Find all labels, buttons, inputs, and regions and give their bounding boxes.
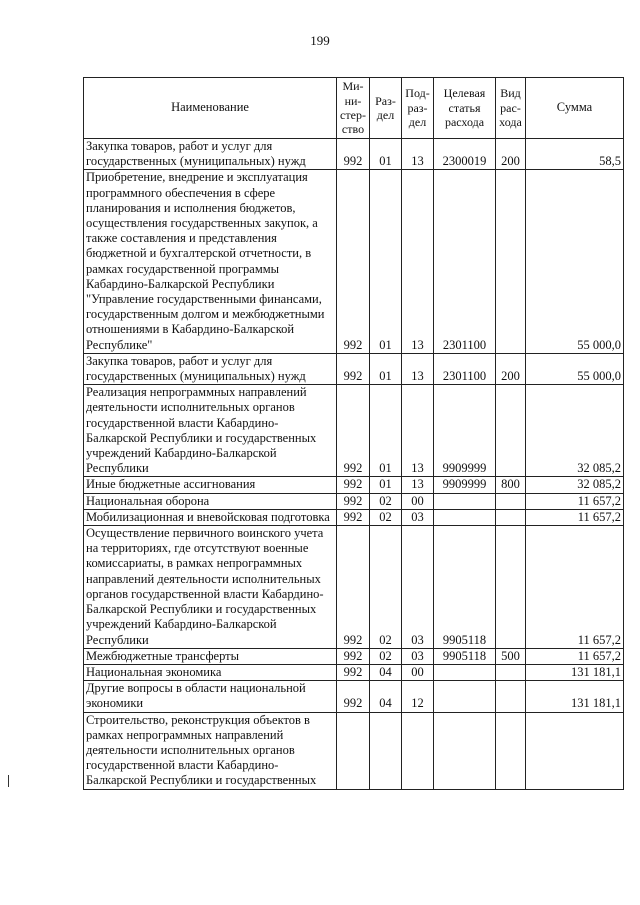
table-cell-target-article — [434, 681, 496, 712]
table-cell-ministry: 992 — [337, 681, 370, 712]
table-cell-ministry: 992 — [337, 493, 370, 509]
header-expense-type: Вид рас- хода — [496, 78, 526, 139]
table-cell-subsection: 13 — [402, 353, 434, 384]
table-cell-sum: 11 657,2 — [526, 648, 624, 664]
table-cell-subsection — [402, 712, 434, 789]
table-cell-subsection: 03 — [402, 648, 434, 664]
table-cell-expense-type — [496, 681, 526, 712]
table-cell-expense-type — [496, 493, 526, 509]
header-sum: Сумма — [526, 78, 624, 139]
table-cell-section: 01 — [370, 139, 402, 170]
table-row — [84, 170, 624, 353]
table-cell-name: Приобретение, внедрение и эксплуатация программного обеспечения в сфере планирования и исполнения бюджетов, осуществления государственных закупок, а также составления и представления бюджетной и бухгалтерской отчетности, в рамках государственной программы Кабардино-Балкарской Республики "Управление государственными финансами, государственным долгом и межбюджетными отношениями в Кабардино-Балкарской Республике" — [84, 170, 337, 353]
table-row — [84, 681, 624, 712]
table-cell-section: 02 — [370, 648, 402, 664]
table-cell-ministry: 992 — [337, 353, 370, 384]
table-cell-ministry — [337, 712, 370, 789]
table-row — [84, 477, 624, 493]
table-cell-target-article — [434, 712, 496, 789]
table-cell-sum: 131 181,1 — [526, 664, 624, 680]
table-cell-subsection: 12 — [402, 681, 434, 712]
table-cell-subsection: 00 — [402, 493, 434, 509]
table-cell-sum — [526, 712, 624, 789]
table-cell-ministry: 992 — [337, 648, 370, 664]
table-cell-target-article — [434, 493, 496, 509]
table-cell-sum: 11 657,2 — [526, 526, 624, 649]
table-cell-name: Реализация непрограммных направлений деятельности исполнительных органов государственной власти Кабардино-Балкарской Республики и государственных учреждений Кабардино-Балкарской Республики — [84, 385, 337, 477]
table-cell-subsection: 13 — [402, 139, 434, 170]
table-cell-ministry: 992 — [337, 526, 370, 649]
table-cell-target-article — [434, 509, 496, 525]
table-cell-sum: 58,5 — [526, 139, 624, 170]
table-cell-name: Осуществление первичного воинского учета на территориях, где отсутствуют военные комиссариаты, в рамках непрограммных направлений деятельности исполнительных органов государственной власти Кабардино-Балкарской Республики и государственных учреждений Кабардино-Балкарской Республики — [84, 526, 337, 649]
table-cell-sum: 131 181,1 — [526, 681, 624, 712]
table-cell-target-article: 9909999 — [434, 477, 496, 493]
table-cell-expense-type — [496, 170, 526, 353]
table-cell-name: Закупка товаров, работ и услуг для государственных (муниципальных) нужд — [84, 353, 337, 384]
table-cell-name: Другие вопросы в области национальной экономики — [84, 681, 337, 712]
table-cell-target-article: 9905118 — [434, 526, 496, 649]
header-ministry: Ми- ни- стер- ство — [337, 78, 370, 139]
table-cell-ministry: 992 — [337, 385, 370, 477]
table-cell-ministry: 992 — [337, 509, 370, 525]
table-cell-target-article: 9909999 — [434, 385, 496, 477]
table-cell-ministry: 992 — [337, 139, 370, 170]
table-cell-name: Мобилизационная и вневойсковая подготовка — [84, 509, 337, 525]
table-cell-expense-type — [496, 664, 526, 680]
table-cell-expense-type — [496, 385, 526, 477]
table-cell-target-article: 2301100 — [434, 353, 496, 384]
table-cell-expense-type — [496, 712, 526, 789]
header-section: Раз- дел — [370, 78, 402, 139]
table-row — [84, 493, 624, 509]
table-cell-section: 02 — [370, 526, 402, 649]
table-cell-ministry: 992 — [337, 477, 370, 493]
table-cell-section: 02 — [370, 509, 402, 525]
table-cell-target-article — [434, 664, 496, 680]
table-row — [84, 353, 624, 384]
table-cell-section — [370, 712, 402, 789]
table-row — [84, 509, 624, 525]
header-name: Наименование — [84, 78, 337, 139]
table-cell-subsection: 03 — [402, 509, 434, 525]
table-cell-expense-type — [496, 526, 526, 649]
table-cell-subsection: 00 — [402, 664, 434, 680]
table-cell-section: 01 — [370, 170, 402, 353]
table-cell-subsection: 13 — [402, 170, 434, 353]
table-cell-name: Закупка товаров, работ и услуг для государственных (муниципальных) нужд — [84, 139, 337, 170]
table-cell-ministry: 992 — [337, 664, 370, 680]
table-cell-name: Межбюджетные трансферты — [84, 648, 337, 664]
header-subsection: Под- раз- дел — [402, 78, 434, 139]
table-cell-section: 04 — [370, 664, 402, 680]
table-row — [84, 712, 624, 789]
table-cell-expense-type: 800 — [496, 477, 526, 493]
table-cell-target-article: 2301100 — [434, 170, 496, 353]
table-cell-section: 02 — [370, 493, 402, 509]
table-row — [84, 385, 624, 477]
table-cell-section: 04 — [370, 681, 402, 712]
table-cell-target-article: 9905118 — [434, 648, 496, 664]
table-row — [84, 526, 624, 649]
table-cell-subsection: 03 — [402, 526, 434, 649]
table-cell-expense-type — [496, 509, 526, 525]
table-cell-sum: 55 000,0 — [526, 170, 624, 353]
table-cell-section: 01 — [370, 353, 402, 384]
header-target-article: Целевая статья расхода — [434, 78, 496, 139]
page-number: 199 — [310, 33, 330, 48]
budget-table — [83, 77, 624, 790]
table-row — [84, 139, 624, 170]
table-cell-ministry: 992 — [337, 170, 370, 353]
table-cell-subsection: 13 — [402, 477, 434, 493]
table-cell-expense-type: 200 — [496, 139, 526, 170]
table-cell-sum: 11 657,2 — [526, 493, 624, 509]
table-cell-expense-type: 200 — [496, 353, 526, 384]
table-row — [84, 664, 624, 680]
scan-mark — [8, 775, 9, 787]
table-row — [84, 648, 624, 664]
table-cell-name: Национальная оборона — [84, 493, 337, 509]
table-cell-name: Строительство, реконструкция объектов в рамках непрограммных направлений деятельности исполнительных органов государственной власти Кабардино-Балкарской Республики и государственных — [84, 712, 337, 789]
table-cell-name: Иные бюджетные ассигнования — [84, 477, 337, 493]
table-cell-name: Национальная экономика — [84, 664, 337, 680]
table-cell-sum: 55 000,0 — [526, 353, 624, 384]
table-cell-sum: 11 657,2 — [526, 509, 624, 525]
table-cell-section: 01 — [370, 385, 402, 477]
table-cell-subsection: 13 — [402, 385, 434, 477]
table-cell-sum: 32 085,2 — [526, 477, 624, 493]
table-cell-sum: 32 085,2 — [526, 385, 624, 477]
table-cell-section: 01 — [370, 477, 402, 493]
table-cell-target-article: 2300019 — [434, 139, 496, 170]
header-row — [84, 78, 624, 139]
table-cell-expense-type: 500 — [496, 648, 526, 664]
